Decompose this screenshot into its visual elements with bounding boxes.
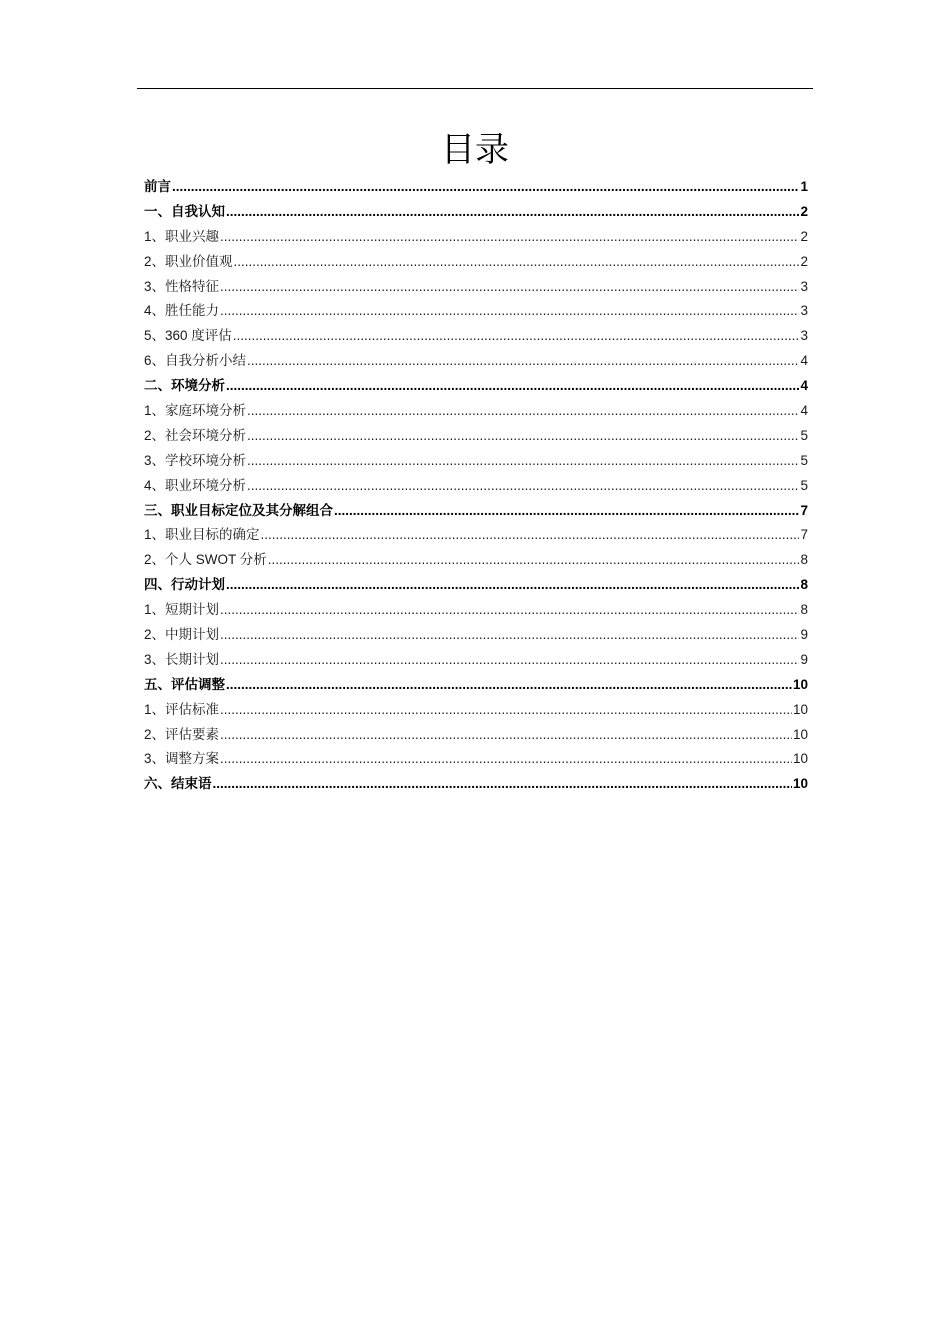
toc-dot-leader bbox=[247, 349, 799, 374]
toc-entry-text: 5、360 度评估 bbox=[144, 328, 232, 344]
toc-dot-leader bbox=[220, 299, 799, 324]
toc-entry-text: 2、个人 SWOT 分析 bbox=[144, 552, 267, 568]
toc-entry-text: 3、调整方案 bbox=[144, 751, 220, 767]
toc-page-number: 10 bbox=[792, 701, 808, 717]
toc-page-number: 10 bbox=[792, 776, 808, 792]
toc-page-number: 5 bbox=[800, 477, 808, 493]
toc-dot-leader bbox=[234, 250, 800, 275]
toc-entry-text: 2、社会环境分析 bbox=[144, 427, 247, 443]
toc-page-number: 3 bbox=[800, 303, 808, 319]
toc-entry-text: 3、性格特征 bbox=[144, 278, 220, 294]
toc-dot-leader bbox=[247, 424, 799, 449]
toc-entry-text: 三、职业目标定位及其分解组合 bbox=[144, 502, 333, 518]
toc-subsection-entry[interactable] bbox=[144, 523, 808, 548]
header-rule bbox=[137, 88, 813, 89]
toc-page-number: 5 bbox=[800, 452, 808, 468]
toc-entry-text: 1、评估标准 bbox=[144, 701, 220, 717]
toc-subsection-entry[interactable] bbox=[144, 623, 808, 648]
toc-section-entry[interactable] bbox=[144, 772, 808, 797]
toc-subsection-entry[interactable] bbox=[144, 399, 808, 424]
toc-dot-leader bbox=[220, 623, 799, 648]
toc-dot-leader bbox=[220, 598, 799, 623]
toc-entry-text: 4、胜任能力 bbox=[144, 303, 220, 319]
toc-entry-text: 4、职业环境分析 bbox=[144, 477, 247, 493]
toc-entry-text: 3、长期计划 bbox=[144, 651, 220, 667]
toc-dot-leader bbox=[220, 275, 799, 300]
toc-page-number: 10 bbox=[792, 751, 808, 767]
toc-page-number: 8 bbox=[800, 552, 808, 568]
toc-page-number: 3 bbox=[800, 328, 808, 344]
toc-page-number: 9 bbox=[800, 651, 808, 667]
table-of-contents bbox=[144, 175, 808, 797]
toc-page-number: 8 bbox=[800, 577, 808, 593]
toc-page-number: 1 bbox=[800, 179, 808, 194]
toc-subsection-entry[interactable] bbox=[144, 648, 808, 673]
toc-dot-leader bbox=[226, 573, 799, 598]
toc-page-number: 2 bbox=[800, 203, 808, 219]
toc-entry-text: 四、行动计划 bbox=[144, 577, 225, 593]
toc-page-number: 8 bbox=[800, 602, 808, 618]
toc-entry-text: 6、自我分析小结 bbox=[144, 353, 247, 369]
toc-subsection-entry[interactable] bbox=[144, 548, 808, 573]
toc-dot-leader bbox=[226, 200, 799, 225]
toc-dot-leader bbox=[226, 673, 792, 698]
toc-entry-text: 六、结束语 bbox=[144, 776, 212, 792]
toc-entry-text: 2、职业价值观 bbox=[144, 253, 233, 269]
toc-dot-leader bbox=[233, 324, 800, 349]
toc-entry-text: 一、自我认知 bbox=[144, 203, 225, 219]
toc-page-number: 7 bbox=[800, 527, 808, 543]
toc-subsection-entry[interactable] bbox=[144, 349, 808, 374]
toc-entry-text: 前言 bbox=[144, 179, 171, 194]
toc-dot-leader bbox=[220, 698, 792, 723]
toc-section-entry[interactable] bbox=[144, 499, 808, 524]
toc-subsection-entry[interactable] bbox=[144, 698, 808, 723]
toc-dot-leader bbox=[334, 499, 799, 524]
toc-page-number: 4 bbox=[800, 353, 808, 369]
toc-dot-leader bbox=[220, 648, 799, 673]
toc-entry-text: 1、短期计划 bbox=[144, 602, 220, 618]
toc-subsection-entry[interactable] bbox=[144, 225, 808, 250]
toc-section-entry[interactable] bbox=[144, 200, 808, 225]
toc-subsection-entry[interactable] bbox=[144, 747, 808, 772]
toc-page-number: 3 bbox=[800, 278, 808, 294]
toc-section-entry[interactable] bbox=[144, 673, 808, 698]
toc-dot-leader bbox=[172, 175, 799, 200]
toc-subsection-entry[interactable] bbox=[144, 299, 808, 324]
toc-entry-text: 五、评估调整 bbox=[144, 676, 225, 692]
toc-section-entry[interactable] bbox=[144, 573, 808, 598]
toc-page-number: 10 bbox=[792, 676, 808, 692]
toc-page-number: 4 bbox=[800, 403, 808, 419]
toc-subsection-entry[interactable] bbox=[144, 324, 808, 349]
toc-dot-leader bbox=[261, 523, 800, 548]
toc-entry-text: 1、职业目标的确定 bbox=[144, 527, 260, 543]
toc-page-number: 4 bbox=[800, 378, 808, 394]
toc-dot-leader bbox=[220, 747, 792, 772]
toc-dot-leader bbox=[220, 225, 799, 250]
toc-entry-text: 二、环境分析 bbox=[144, 378, 225, 394]
toc-subsection-entry[interactable] bbox=[144, 474, 808, 499]
page-title: 目录 bbox=[441, 130, 509, 170]
toc-subsection-entry[interactable] bbox=[144, 449, 808, 474]
toc-dot-leader bbox=[226, 374, 799, 399]
toc-subsection-entry[interactable] bbox=[144, 723, 808, 748]
toc-section-entry[interactable] bbox=[144, 374, 808, 399]
toc-page-number: 10 bbox=[792, 726, 808, 742]
toc-entry-text: 1、职业兴趣 bbox=[144, 228, 220, 244]
toc-subsection-entry[interactable] bbox=[144, 250, 808, 275]
toc-entry-text: 2、评估要素 bbox=[144, 726, 220, 742]
toc-entry-text: 1、家庭环境分析 bbox=[144, 403, 247, 419]
toc-dot-leader bbox=[247, 449, 799, 474]
toc-page-number: 5 bbox=[800, 427, 808, 443]
toc-subsection-entry[interactable] bbox=[144, 275, 808, 300]
toc-page-number: 2 bbox=[800, 253, 808, 269]
toc-dot-leader bbox=[247, 399, 799, 424]
toc-page-number: 2 bbox=[800, 228, 808, 244]
toc-entry-text: 2、中期计划 bbox=[144, 627, 220, 643]
toc-subsection-entry[interactable] bbox=[144, 598, 808, 623]
toc-section-entry[interactable] bbox=[144, 175, 808, 200]
toc-dot-leader bbox=[247, 474, 799, 499]
toc-dot-leader bbox=[220, 723, 792, 748]
toc-entry-text: 3、学校环境分析 bbox=[144, 452, 247, 468]
toc-page-number: 9 bbox=[800, 627, 808, 643]
toc-page-number: 7 bbox=[800, 502, 808, 518]
toc-dot-leader bbox=[268, 548, 800, 573]
toc-subsection-entry[interactable] bbox=[144, 424, 808, 449]
toc-dot-leader bbox=[213, 772, 792, 797]
